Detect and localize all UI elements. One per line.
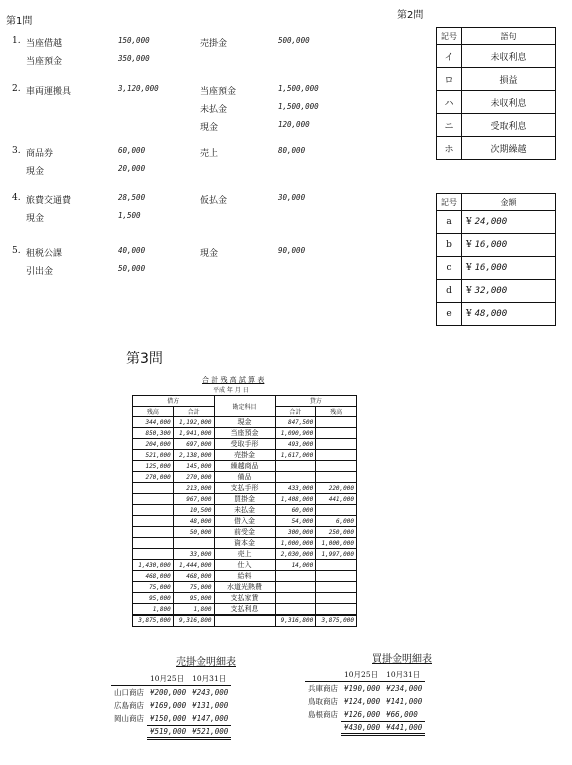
tb-debit-total: 145,000 — [173, 461, 214, 472]
tb-debit-total: 697,000 — [173, 439, 214, 450]
amounts-header-symbol: 記号 — [437, 194, 462, 211]
tb-credit-balance — [316, 428, 357, 439]
tb-credit-total: 14,000 — [275, 560, 316, 571]
tb-account: 売上 — [214, 549, 275, 560]
tb-account: 当座預金 — [214, 428, 275, 439]
terms-row — [437, 68, 556, 91]
tb-credit-balance — [316, 417, 357, 428]
debit-account: 当座預金 — [26, 57, 63, 67]
payable-row — [305, 695, 425, 708]
tb-row — [133, 494, 357, 505]
tb-credit-balance — [316, 450, 357, 461]
debit-amount: 3,120,000 — [118, 84, 159, 93]
tb-account: 仕入 — [214, 560, 275, 571]
debit-amount: 20,000 — [118, 164, 146, 173]
tb-debit-total — [173, 538, 214, 549]
payable-amount-2: ¥141,000 — [386, 697, 423, 706]
q2-amounts-table — [436, 193, 556, 326]
tb-row — [133, 538, 357, 549]
entry-number: 1. — [12, 36, 21, 46]
tb-total-cell: 9,316,800 — [275, 615, 316, 626]
receivable-amount-1: ¥150,000 — [150, 713, 187, 723]
debit-account: 現金 — [26, 167, 45, 177]
entry-number: 2. — [12, 84, 21, 94]
amounts-row — [437, 280, 556, 303]
term-word: 受取利息 — [462, 114, 556, 137]
tb-credit-balance — [316, 461, 357, 472]
amount-symbol: b — [437, 234, 462, 257]
tb-row — [133, 604, 357, 616]
tb-credit-balance — [316, 505, 357, 516]
terms-row — [437, 114, 556, 137]
tb-credit-total — [275, 571, 316, 582]
trial-balance-table — [132, 395, 357, 627]
tb-credit-balance: 1,997,000 — [316, 549, 357, 560]
debit-amount: 40,000 — [118, 246, 146, 255]
tb-debit-balance — [133, 549, 174, 560]
terms-row — [437, 91, 556, 114]
q2-terms-table — [436, 27, 556, 160]
payable-amount-1: ¥190,000 — [344, 684, 381, 693]
tb-row — [133, 439, 357, 450]
tb-account: 支払家賃 — [214, 593, 275, 604]
amounts-row — [437, 257, 556, 280]
tb-credit-total: 300,000 — [275, 527, 316, 538]
term-symbol: イ — [437, 45, 462, 68]
term-word: 次期繰越 — [462, 137, 556, 160]
amounts-header-amount: 金額 — [462, 194, 556, 211]
credit-amount: 30,000 — [278, 193, 306, 202]
tb-account: 給料 — [214, 571, 275, 582]
payable-amount-1: ¥126,000 — [344, 709, 381, 719]
tb-debit-total: 967,000 — [173, 494, 214, 505]
debit-amount: 50,000 — [118, 264, 146, 273]
tb-debit-label: 借方 — [133, 396, 215, 407]
tb-credit-balance — [316, 439, 357, 450]
tb-account: 支払手形 — [214, 483, 275, 494]
tb-credit-total: 1,090,900 — [275, 428, 316, 439]
receivable-col2: 10月31日 — [189, 672, 231, 686]
term-symbol: ロ — [437, 68, 462, 91]
yen-sign: ¥ — [466, 263, 472, 273]
tb-debit-total: 2,138,000 — [173, 450, 214, 461]
tb-credit-total — [275, 461, 316, 472]
entry-number: 5. — [12, 246, 21, 256]
yen-sign: ¥ — [466, 309, 472, 319]
tb-credit-total-header: 合計 — [275, 406, 316, 417]
tb-credit-total: 433,000 — [275, 483, 316, 494]
tb-debit-total: 468,000 — [173, 571, 214, 582]
credit-account: 現金 — [200, 123, 219, 133]
yen-sign: ¥ — [466, 286, 472, 296]
amounts-row — [437, 211, 556, 234]
amount-value — [462, 280, 556, 303]
tb-credit-balance: 441,000 — [316, 494, 357, 505]
trial-balance-title: 合 計 残 高 試 算 表 — [202, 376, 265, 384]
debit-amount: 60,000 — [118, 146, 146, 155]
tb-totals-row — [133, 615, 357, 626]
tb-debit-balance: 125,000 — [133, 461, 174, 472]
tb-debit-balance: 468,000 — [133, 571, 174, 582]
tb-row — [133, 516, 357, 527]
tb-credit-balance — [316, 571, 357, 582]
debit-account: 旅費交通費 — [26, 196, 72, 206]
tb-account: 資本金 — [214, 538, 275, 549]
tb-debit-balance: 75,000 — [133, 582, 174, 593]
amount-number: 16,000 — [474, 240, 508, 250]
payable-amount-2: ¥234,000 — [386, 684, 423, 693]
credit-account: 売掛金 — [200, 39, 228, 49]
credit-amount: 500,000 — [278, 36, 310, 45]
tb-account: 水道光熱費 — [214, 582, 275, 593]
amount-value — [462, 234, 556, 257]
receivable-row — [111, 699, 231, 712]
term-symbol: ホ — [437, 137, 462, 160]
debit-account: 当座借越 — [26, 39, 63, 49]
tb-credit-balance: 1,000,000 — [316, 538, 357, 549]
term-word: 未収利息 — [462, 45, 556, 68]
credit-account: 売上 — [200, 149, 219, 159]
tb-credit-total — [275, 604, 316, 616]
amount-number: 32,000 — [474, 286, 508, 296]
tb-credit-balance: 250,000 — [316, 527, 357, 538]
tb-debit-total: 1,192,000 — [173, 417, 214, 428]
tb-account-header: 勘定科目 — [214, 396, 275, 417]
tb-debit-balance: 344,000 — [133, 417, 174, 428]
tb-credit-total — [275, 593, 316, 604]
tb-debit-total: 1,444,000 — [173, 560, 214, 571]
entry-number: 3. — [12, 146, 21, 156]
tb-account: 未払金 — [214, 505, 275, 516]
tb-total-cell: 3,875,000 — [133, 615, 174, 626]
debit-account: 商品券 — [26, 149, 54, 159]
tb-credit-total: 1,408,000 — [275, 494, 316, 505]
tb-debit-total: 75,000 — [173, 582, 214, 593]
tb-account: 繰越商品 — [214, 461, 275, 472]
terms-header-word: 語句 — [462, 28, 556, 45]
tb-row — [133, 527, 357, 538]
tb-debit-total: 48,000 — [173, 516, 214, 527]
tb-debit-balance: 1,800 — [133, 604, 174, 616]
tb-row — [133, 483, 357, 494]
tb-row — [133, 461, 357, 472]
tb-credit-total — [275, 582, 316, 593]
payable-total-2: ¥441,000 — [383, 721, 425, 734]
tb-debit-balance — [133, 516, 174, 527]
tb-debit-balance — [133, 483, 174, 494]
q1-heading: 第1問 — [6, 16, 33, 27]
debit-amount: 28,500 — [118, 193, 146, 202]
amount-value — [462, 303, 556, 326]
amounts-row — [437, 234, 556, 257]
tb-credit-total: 2,030,000 — [275, 549, 316, 560]
tb-debit-balance: 204,000 — [133, 439, 174, 450]
receivable-total-2: ¥521,000 — [189, 725, 231, 738]
payable-col1: 10月25日 — [341, 668, 383, 682]
tb-debit-balance — [133, 505, 174, 516]
tb-row — [133, 417, 357, 428]
q3-heading: 第3問 — [126, 351, 163, 367]
payable-detail-table — [305, 668, 425, 736]
term-symbol: ニ — [437, 114, 462, 137]
tb-debit-total: 33,000 — [173, 549, 214, 560]
receivable-title: 売掛金明細表 — [176, 657, 236, 668]
amount-number: 24,000 — [474, 217, 508, 227]
tb-debit-total-header: 合計 — [173, 406, 214, 417]
payable-amount-2: ¥66,000 — [386, 709, 418, 719]
credit-amount: 1,500,000 — [278, 102, 319, 111]
payable-total-1: ¥430,000 — [341, 721, 383, 734]
tb-debit-balance — [133, 527, 174, 538]
amount-symbol: e — [437, 303, 462, 326]
receivable-amount-1: ¥169,000 — [150, 701, 187, 710]
receivable-col1: 10月25日 — [147, 672, 189, 686]
amount-number: 48,000 — [474, 309, 508, 319]
tb-debit-balance-header: 残高 — [133, 406, 174, 417]
tb-credit-balance — [316, 582, 357, 593]
receivable-amount-2: ¥131,000 — [192, 701, 229, 710]
yen-sign: ¥ — [466, 217, 472, 227]
payable-amount-1: ¥124,000 — [344, 697, 381, 706]
amount-symbol: a — [437, 211, 462, 234]
tb-debit-total: 10,500 — [173, 505, 214, 516]
tb-debit-balance — [133, 494, 174, 505]
tb-credit-balance — [316, 593, 357, 604]
amounts-row — [437, 303, 556, 326]
tb-row — [133, 571, 357, 582]
debit-amount: 350,000 — [118, 54, 150, 63]
credit-amount: 120,000 — [278, 120, 310, 129]
payable-row — [305, 682, 425, 696]
term-word: 未収利息 — [462, 91, 556, 114]
tb-account: 買掛金 — [214, 494, 275, 505]
tb-row — [133, 582, 357, 593]
tb-row — [133, 549, 357, 560]
tb-credit-total: 847,500 — [275, 417, 316, 428]
amount-value — [462, 257, 556, 280]
amount-number: 16,000 — [474, 263, 508, 273]
tb-debit-total: 50,000 — [173, 527, 214, 538]
receivable-total-1: ¥519,000 — [147, 725, 189, 738]
credit-account: 仮払金 — [200, 196, 228, 206]
tb-account: 売掛金 — [214, 450, 275, 461]
terms-row — [437, 137, 556, 160]
term-symbol: ハ — [437, 91, 462, 114]
tb-debit-total: 1,800 — [173, 604, 214, 616]
tb-account: 借入金 — [214, 516, 275, 527]
credit-amount: 1,500,000 — [278, 84, 319, 93]
tb-debit-balance: 850,300 — [133, 428, 174, 439]
tb-debit-balance: 270,000 — [133, 472, 174, 483]
tb-credit-total: 54,000 — [275, 516, 316, 527]
receivable-shop: 広島商店 — [114, 701, 144, 710]
tb-total-cell: 3,875,000 — [316, 615, 357, 626]
debit-amount: 1,500 — [118, 211, 141, 220]
tb-row — [133, 505, 357, 516]
terms-header-symbol: 記号 — [437, 28, 462, 45]
tb-row — [133, 593, 357, 604]
tb-row — [133, 450, 357, 461]
credit-amount: 80,000 — [278, 146, 306, 155]
tb-credit-balance — [316, 560, 357, 571]
tb-debit-balance: 521,000 — [133, 450, 174, 461]
tb-row — [133, 428, 357, 439]
tb-credit-total: 1,000,000 — [275, 538, 316, 549]
receivable-row — [111, 686, 231, 700]
credit-account: 当座預金 — [200, 87, 237, 97]
tb-debit-balance — [133, 538, 174, 549]
tb-debit-balance: 1,430,000 — [133, 560, 174, 571]
receivable-shop: 山口商店 — [114, 688, 144, 697]
tb-credit-balance — [316, 472, 357, 483]
entry-number: 4. — [12, 193, 21, 203]
tb-row — [133, 472, 357, 483]
tb-account: 受取手形 — [214, 439, 275, 450]
tb-credit-total: 493,000 — [275, 439, 316, 450]
amount-value — [462, 211, 556, 234]
q2-heading: 第2問 — [397, 10, 424, 21]
tb-credit-total: 60,000 — [275, 505, 316, 516]
trial-balance-date: 平成 年 月 日 — [213, 387, 249, 394]
tb-debit-total: 95,000 — [173, 593, 214, 604]
payable-shop: 島根商店 — [308, 710, 338, 719]
amount-symbol: d — [437, 280, 462, 303]
payable-shop: 兵庫商店 — [308, 684, 338, 693]
tb-account: 現金 — [214, 417, 275, 428]
tb-credit-label: 貸方 — [275, 396, 357, 407]
payable-shop: 鳥取商店 — [308, 697, 338, 706]
debit-amount: 150,000 — [118, 36, 150, 45]
tb-total-cell — [214, 615, 275, 626]
receivable-amount-2: ¥147,000 — [192, 713, 229, 723]
tb-credit-balance: 220,000 — [316, 483, 357, 494]
credit-amount: 90,000 — [278, 246, 306, 255]
payable-col2: 10月31日 — [383, 668, 425, 682]
tb-credit-balance: 6,000 — [316, 516, 357, 527]
tb-credit-balance-header: 残高 — [316, 406, 357, 417]
yen-sign: ¥ — [466, 240, 472, 250]
term-word: 損益 — [462, 68, 556, 91]
payable-title: 買掛金明細表 — [372, 654, 432, 665]
tb-debit-total: 213,000 — [173, 483, 214, 494]
tb-credit-total — [275, 472, 316, 483]
tb-account: 備品 — [214, 472, 275, 483]
tb-total-cell: 9,316,800 — [173, 615, 214, 626]
credit-account: 現金 — [200, 249, 219, 259]
receivable-amount-2: ¥243,000 — [192, 688, 229, 697]
receivable-amount-1: ¥200,000 — [150, 688, 187, 697]
amount-symbol: c — [437, 257, 462, 280]
tb-debit-balance: 95,000 — [133, 593, 174, 604]
terms-row — [437, 45, 556, 68]
tb-row — [133, 560, 357, 571]
debit-account: 車両運搬具 — [26, 87, 72, 97]
receivable-detail-table — [111, 672, 231, 740]
tb-debit-total: 1,941,000 — [173, 428, 214, 439]
debit-account: 租税公課 — [26, 249, 63, 259]
payable-row — [305, 708, 425, 721]
tb-account: 前受金 — [214, 527, 275, 538]
tb-account: 支払利息 — [214, 604, 275, 616]
credit-account: 未払金 — [200, 105, 228, 115]
tb-credit-balance — [316, 604, 357, 616]
tb-credit-total: 1,617,000 — [275, 450, 316, 461]
debit-account: 引出金 — [26, 267, 54, 277]
receivable-row — [111, 712, 231, 725]
debit-account: 現金 — [26, 214, 45, 224]
receivable-shop: 岡山商店 — [114, 714, 144, 723]
tb-debit-total: 270,000 — [173, 472, 214, 483]
